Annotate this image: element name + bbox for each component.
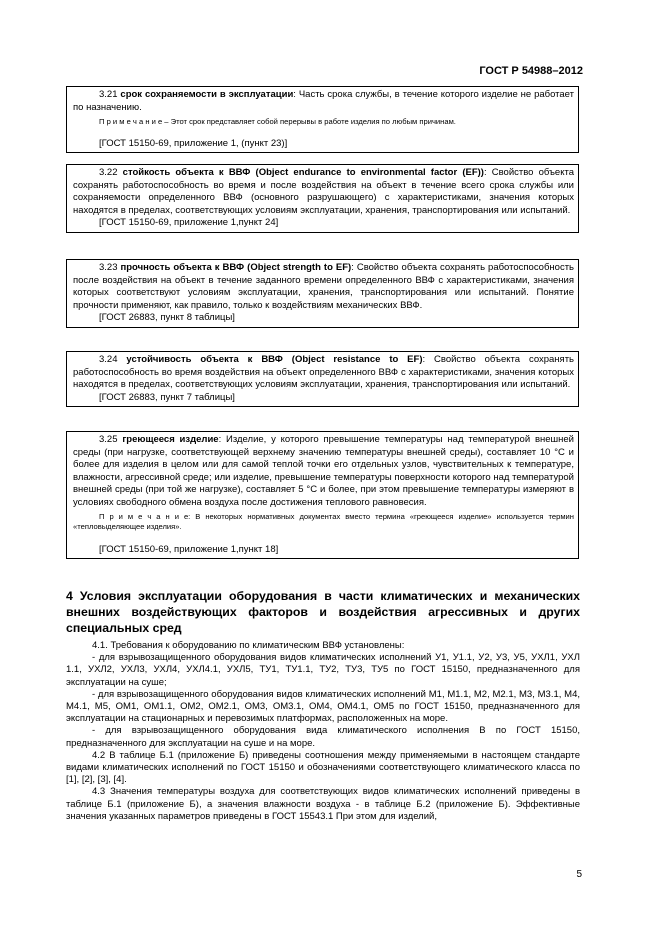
- term-reference: [ГОСТ 26883, пункт 8 таблицы]: [99, 312, 235, 324]
- section-title: 4 Условия эксплуатации оборудования в части климатических и механических внешних воздействующих факторов и воздействия агрессивных и других специальных сред: [66, 589, 580, 635]
- term-title: прочность объекта к ВВФ (Object strength to EF): [120, 262, 352, 273]
- body-paragraph: - для взрывозащищенного оборудования видов климатических исполнений М1, М1.1, М2, М2.1, М3, М3.1, М4, М4.1, М5, ОМ1, ОМ1.1, ОМ2, ОМ2.1, ОМ3, ОМ3.1, ОМ4, ОМ4.1, ОМ5 по ГОСТ 15150, предназначенного для эксплуатации на стационарных и перевозимых платформах, расположенных на море.: [66, 688, 580, 725]
- term-box-3-22: [66, 164, 579, 233]
- term-reference: [ГОСТ 15150-69, приложение 1,пункт 24]: [99, 217, 279, 229]
- term-number: 3.25: [99, 434, 118, 445]
- term-paragraph: [73, 354, 574, 392]
- term-note: [73, 512, 574, 533]
- term-number: 3.23: [99, 262, 118, 273]
- term-title: срок сохраняемости в эксплуатации: [120, 89, 294, 100]
- term-note: [73, 117, 574, 128]
- term-reference: [ГОСТ 26883, пункт 7 таблицы]: [99, 391, 235, 403]
- term-reference: [ГОСТ 15150-69, приложение 1, (пункт 23)]: [99, 137, 288, 149]
- term-number: 3.24: [99, 354, 118, 365]
- body-paragraph: - для взрывозащищенного оборудования видов климатических исполнений У1, У1.1, У2, У3, У5, УХЛ1, УХЛ 1.1, УХЛ2, УХЛ3, УХЛ4, УХЛ4.1, УХЛ5, ТУ1, ТУ1.1, ТУ2, ТУ3, ТУ5 по ГОСТ 15150, предназначенного для эксплуатации на суше;: [66, 652, 580, 688]
- term-paragraph: [73, 89, 574, 114]
- term-box-3-25: [66, 431, 579, 559]
- term-title: стойкость объекта к ВВФ (Object endurance to environmental factor (EF)): [122, 167, 484, 178]
- term-paragraph: [73, 262, 574, 312]
- term-definition: : Изделие, у которого превышение температуры над температурой внешней среды (при нагрузке, соответствующей верхнему значению температуры внешней среды), составляет 10 °С и более для изделия в целом или для самой теплой точки его отдельных узлов, чувствительных к температуре, влажности, агрессивной среде; или изделие, превышение температуры поверхности которого над температурой внешней среды (при той же нагрузке), составляет 5 °С и более, при этом превышение температуры измеряют в условиях свободного обмена воздуха после достижения теплового равновесия.: [73, 434, 574, 508]
- term-paragraph: [73, 167, 574, 217]
- section-body: [66, 640, 580, 823]
- note-text: Этот срок представляет собой перерывы в работе изделия по любым причинам.: [168, 117, 456, 127]
- term-definition: : Часть срока службы, в течение которого изделие не работает по назначению.: [73, 89, 575, 113]
- term-number: 3.22: [99, 167, 118, 178]
- body-paragraph: 4.2 В таблице Б.1 (приложение Б) приведены соотношения между применяемыми в настоящем стандарте видами климатических исполнений по ГОСТ 15150 и обозначениями соответствующего климатического класса по [1], [2], [3], [4].: [66, 749, 580, 786]
- page-number: 5: [576, 869, 582, 880]
- term-box-3-24: [66, 351, 579, 407]
- body-paragraph: - для взрывозащищенного оборудования вида климатического исполнения В по ГОСТ 15150, предназначенного для эксплуатации на суше и на море.: [66, 725, 580, 749]
- note-text: В некоторых нормативных документах вместо термина «греющееся изделие» используется термин «тепловыделяющее изделия».: [73, 511, 574, 532]
- term-title: греющееся изделие: [122, 434, 219, 445]
- note-label: П р и м е ч а н и е:: [99, 511, 191, 521]
- term-title: устойчивость объекта к ВВФ (Object resistance to EF): [126, 354, 423, 365]
- term-reference: [ГОСТ 15150-69, приложение 1,пункт 18]: [99, 543, 279, 555]
- note-label: П р и м е ч а н и е –: [99, 117, 169, 127]
- term-paragraph: [73, 434, 574, 510]
- document-header: ГОСТ Р 54988–2012: [479, 65, 583, 77]
- term-box-3-23: [66, 259, 579, 328]
- term-definition: : Свойство объекта сохранять работоспособность во время воздействия на объект определенного ВВФ с характеристиками, значения которых находятся в пределах, соответствующих условиям эксплуатации, хранения, транспортирования или испытаний.: [73, 354, 575, 391]
- term-number: 3.21: [99, 89, 118, 100]
- term-box-3-21: [66, 86, 579, 153]
- term-definition: : Свойство объекта сохранять работоспособность во время и после воздействия на объект в течение всего срока службы или сохраняемости определенного ВВФ (основного разрушающего) с характеристиками, значения которых находятся в пределах, соответствующих условиям эксплуатации, хранения, транспортирования или испытаний.: [73, 167, 575, 216]
- body-paragraph: 4.1. Требования к оборудованию по климатическим ВВФ установлены:: [92, 640, 405, 651]
- body-paragraph: 4.3 Значения температуры воздуха для соответствующих видов климатических исполнений приведены в таблице Б.1 (приложение Б), а значения влажности воздуха - в таблице Б.2 (приложение Б). Эффективные значения указанных параметров приведены в ГОСТ 15543.1 При этом для изделий,: [66, 786, 580, 822]
- term-definition: : Свойство объекта сохранять работоспособность после воздействия на объект в течение заданного времени определенного ВВФ с характеристиками, значения которых соответствуют условиям эксплуатации, хранения, транспортирования или испытаний. Понятие прочности применяют, как правило, только к воздействиям механических ВВФ.: [73, 262, 574, 311]
